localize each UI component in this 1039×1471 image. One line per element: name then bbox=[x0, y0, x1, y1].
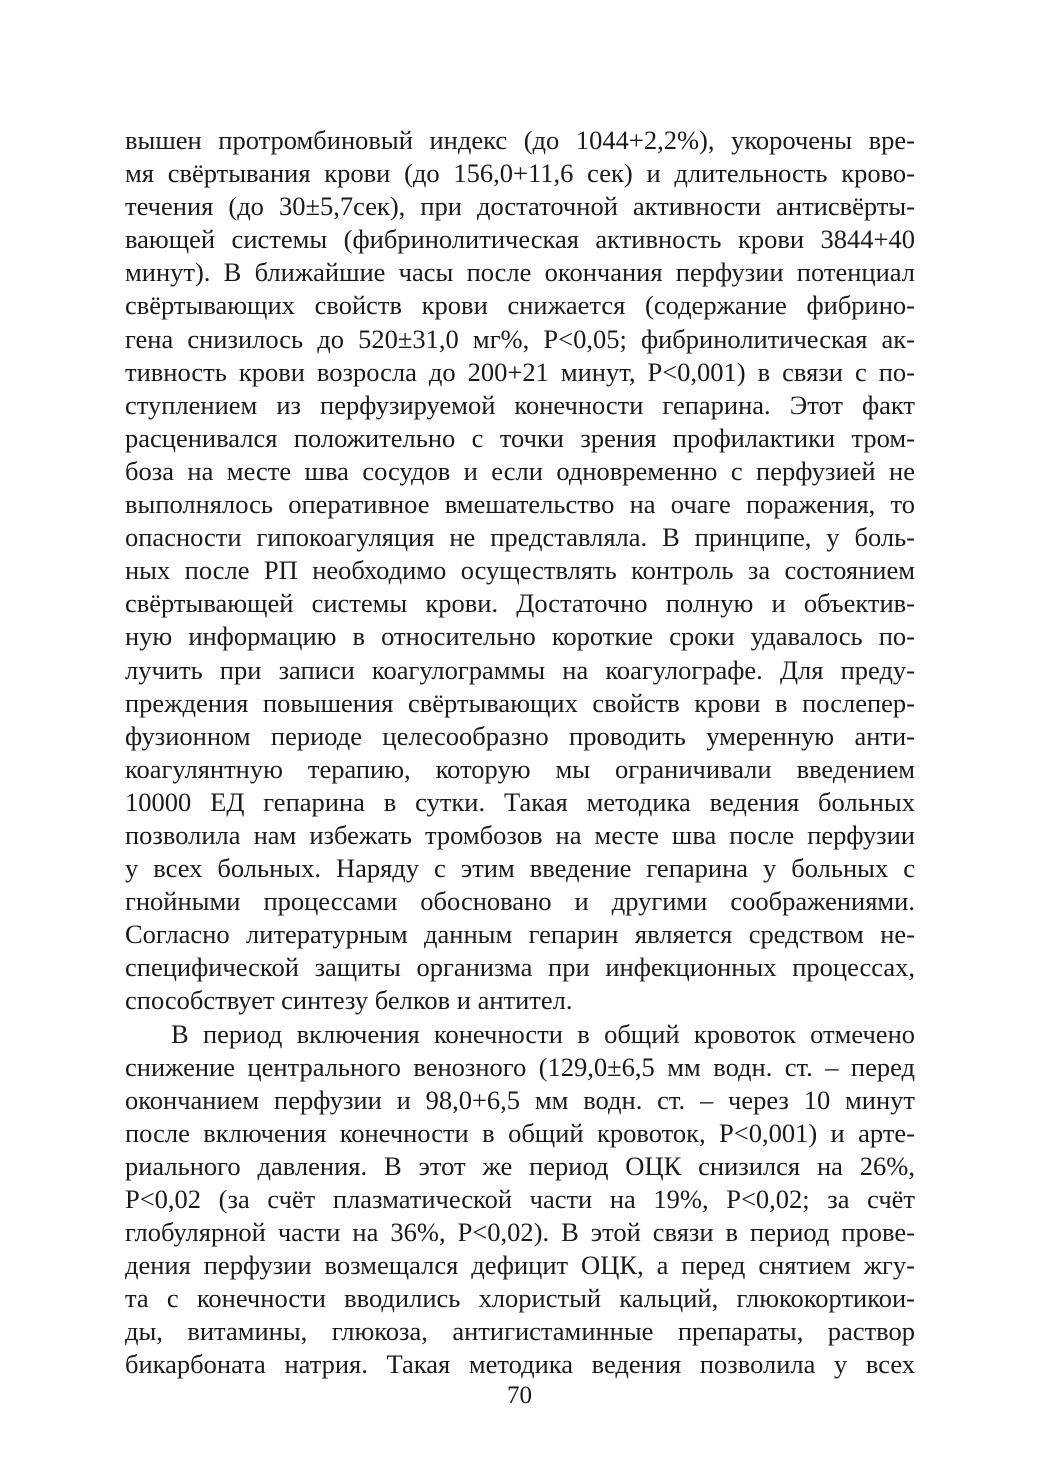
text-line: вающей системы (фибринолитическая активность крови 3844+40 bbox=[125, 224, 915, 255]
paragraph bbox=[125, 1018, 915, 1382]
text-line: Р<0,02 (за счёт плазматической части на 19%, Р<0,02; за счёт bbox=[125, 1184, 915, 1214]
text-line: В период включения конечности в общий кровоток отмечено bbox=[171, 1018, 915, 1049]
text-line: преждения повышения свёртывающих свойств крови в послепер- bbox=[125, 687, 915, 718]
text-line: течения (до 30±5,7сек), при достаточной активности антисвёрты- bbox=[125, 191, 915, 222]
text-line: фузионном периоде целесообразно проводить умеренную анти- bbox=[125, 720, 915, 751]
text-line: расценивался положительно с точки зрения профилактики тром- bbox=[125, 422, 915, 453]
text-line: риального давления. В этот же период ОЦК снизился на 26%, bbox=[125, 1150, 915, 1181]
text-line: специфической защиты организма при инфекционных процессах, bbox=[125, 952, 915, 983]
text-line: способствует синтезу белков и антител. bbox=[125, 985, 573, 1016]
page-number: 70 bbox=[507, 1382, 532, 1409]
text-line: лучить при записи коагулограммы на коагулографе. Для преду- bbox=[125, 654, 915, 685]
text-line: гнойными процессами обосновано и другими соображениями. bbox=[125, 886, 915, 917]
text-line: минут). В ближайшие часы после окончания перфузии потенциал bbox=[125, 257, 915, 288]
text-line: тивность крови возросла до 200+21 минут, Р<0,001) в связи с по- bbox=[125, 356, 915, 387]
text-line: позволила нам избежать тромбозов на месте шва после перфузии bbox=[125, 819, 915, 850]
text-line: 10000 ЕД гепарина в сутки. Такая методика ведения больных bbox=[125, 786, 915, 817]
text-line: Согласно литературным данным гепарин является средством не- bbox=[125, 919, 915, 950]
text-line: опасности гипокоагуляция не представляла. В принципе, у боль- bbox=[125, 522, 915, 553]
paragraph bbox=[125, 124, 915, 1018]
text-line: мя свёртывания крови (до 156,0+11,6 сек) и длительность крово- bbox=[125, 158, 915, 189]
text-line: глобулярной части на 36%, Р<0,02). В этой связи в период прове- bbox=[125, 1217, 915, 1248]
text-line: боза на месте шва сосудов и если одновременно с перфузией не bbox=[125, 455, 915, 486]
text-line: гена снизилось до 520±31,0 мг%, Р<0,05; фибринолитическая ак- bbox=[125, 323, 915, 354]
text-line: ную информацию в относительно короткие сроки удавалось по- bbox=[125, 621, 915, 652]
text-line: снижение центрального венозного (129,0±6,5 мм водн. ст. – перед bbox=[125, 1051, 915, 1082]
text-line: вышен протромбиновый индекс (до 1044+2,2%), укорочены вре- bbox=[125, 125, 915, 155]
text-line: бикарбоната натрия. Такая методика ведения позволила у всех bbox=[125, 1349, 915, 1380]
text-line: свёртывающих свойств крови снижается (содержание фибрино- bbox=[125, 290, 915, 321]
text-line: выполнялось оперативное вмешательство на очаге поражения, то bbox=[125, 489, 915, 520]
text-line: ды, витамины, глюкоза, антигистаминные препараты, раствор bbox=[125, 1316, 915, 1347]
body-text bbox=[125, 124, 915, 1382]
text-line: у всех больных. Наряду с этим введение гепарина у больных с bbox=[125, 853, 915, 884]
text-line: коагулянтную терапию, которую мы ограничивали введением bbox=[125, 753, 915, 784]
text-line: после включения конечности в общий кровоток, Р<0,001) и арте- bbox=[125, 1117, 915, 1148]
text-line: окончанием перфузии и 98,0+6,5 мм водн. ст. – через 10 минут bbox=[125, 1084, 915, 1115]
text-line: ных после РП необходимо осуществлять контроль за состоянием bbox=[125, 555, 915, 586]
text-line: дения перфузии возмещался дефицит ОЦК, а перед снятием жгу- bbox=[125, 1250, 915, 1281]
text-line: та с конечности вводились хлористый кальций, глюкокортикои- bbox=[125, 1283, 915, 1314]
text-line: свёртывающей системы крови. Достаточно полную и объектив- bbox=[125, 588, 915, 619]
text-line: ступлением из перфузируемой конечности гепарина. Этот факт bbox=[125, 389, 915, 420]
